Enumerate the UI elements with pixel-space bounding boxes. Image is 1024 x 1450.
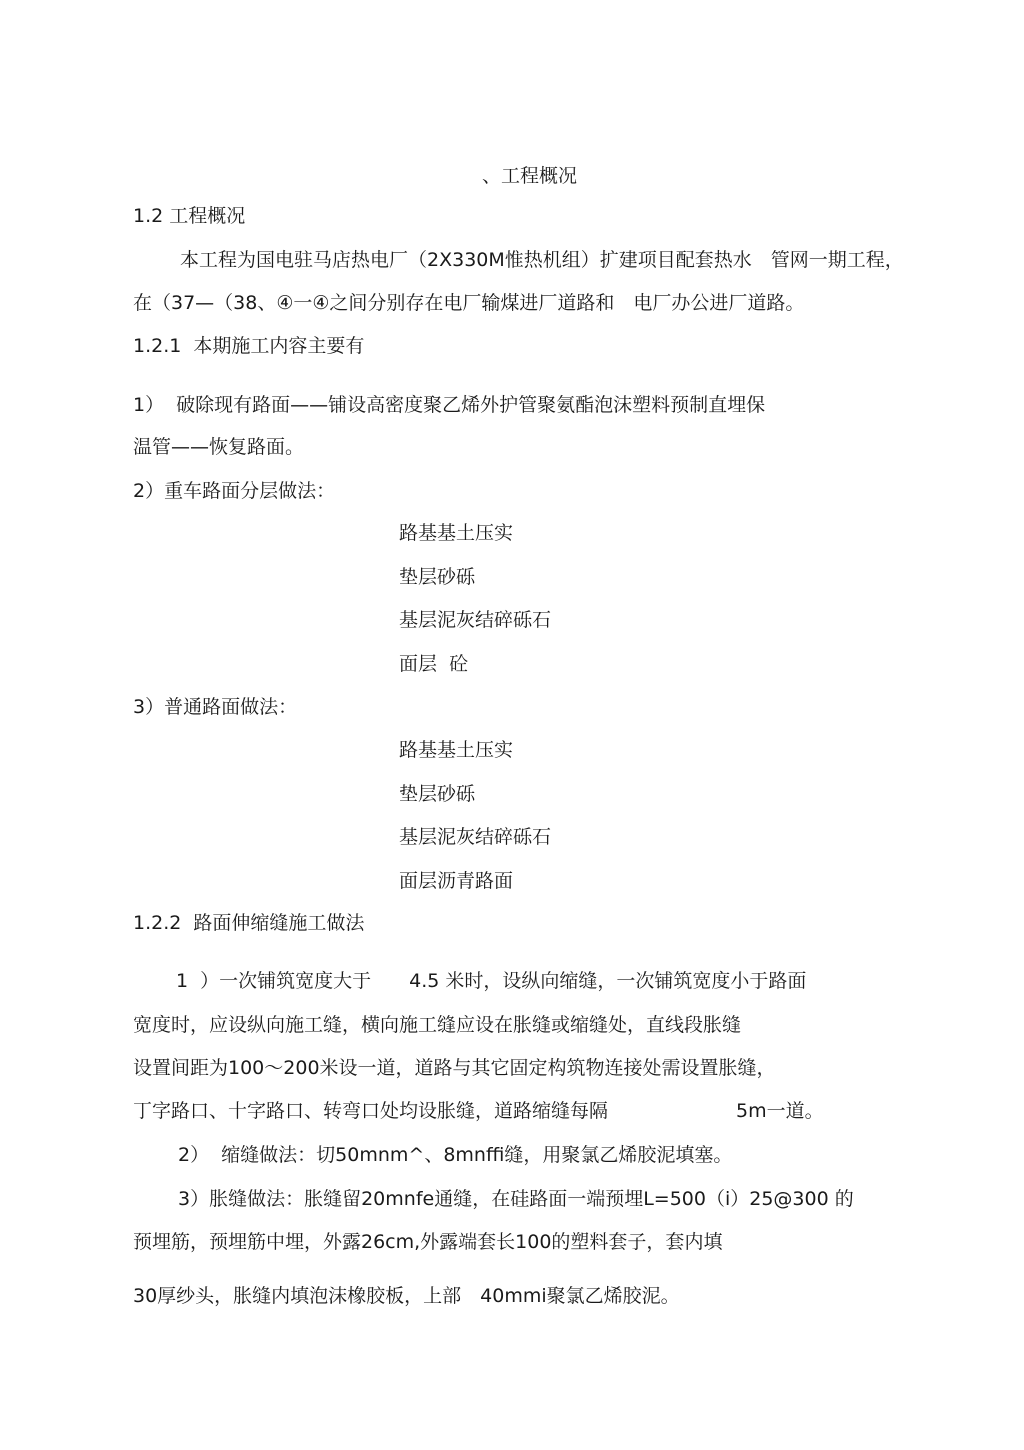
joint-1-line-1: 1 ）一次铺筑宽度大于 4.5 米时，设纵向缩缝，一次铺筑宽度小于路面 — [176, 970, 807, 992]
normal-layer-1: 路基基土压实 — [399, 739, 514, 761]
item-1-line-1: 1） 破除现有路面——铺设高密度聚乙烯外护管聚氨酯泡沫塑料预制直埋保 — [133, 394, 766, 416]
intro-line-1: 本工程为国电驻马店热电厂（2X330M惟热机组）扩建项目配套热水 管网一期工程， — [180, 249, 904, 271]
section-title: 、工程概况 — [482, 165, 578, 187]
item-3-title: 3）普通路面做法： — [133, 696, 298, 718]
joint-1-line-4b: 5m一道。 — [736, 1100, 824, 1122]
heavy-layer-4: 面层 砼 — [399, 653, 469, 675]
heavy-layer-1: 路基基土压实 — [399, 522, 514, 544]
normal-layer-2: 垫层砂砾 — [399, 783, 476, 805]
joint-3-line-1: 3）胀缝做法：胀缝留20mnfe通缝，在硅路面一端预埋L=500（i）25@300 的 — [178, 1188, 854, 1210]
item-2-title: 2）重车路面分层做法： — [133, 480, 336, 502]
heavy-layer-2: 垫层砂砾 — [399, 566, 476, 588]
intro-line-2: 在（37—（38、④一④之间分别存在电厂输煤进厂道路和 电厂办公进厂道路。 — [133, 292, 805, 314]
heavy-layer-3: 基层泥灰结碎砾石 — [399, 609, 552, 631]
normal-layer-3: 基层泥灰结碎砾石 — [399, 826, 552, 848]
heading-1-2-1: 1.2.1 本期施工内容主要有 — [133, 335, 365, 357]
joint-1-line-4a: 丁字路口、十字路口、转弯口处均设胀缝，道路缩缝每隔 — [133, 1100, 609, 1122]
joint-3-line-3: 30厚纱头，胀缝内填泡沫橡胶板，上部 40mmi聚氯乙烯胶泥。 — [133, 1285, 680, 1307]
normal-layer-4: 面层沥青路面 — [399, 870, 514, 892]
heading-1-2: 1.2 工程概况 — [133, 205, 246, 227]
heading-1-2-2: 1.2.2 路面伸缩缝施工做法 — [133, 912, 365, 934]
joint-1-line-2: 宽度时，应设纵向施工缝，横向施工缝应设在胀缝或缩缝处，直线段胀缝 — [133, 1014, 742, 1036]
item-1-line-2: 温管——恢复路面。 — [133, 436, 305, 458]
joint-3-line-2: 预埋筋，预埋筋中埋，外露26cm,外露端套长100的塑料套子，套内填 — [133, 1231, 723, 1253]
joint-2: 2） 缩缝做法：切50mnm^、8mnffi缝，用聚氯乙烯胶泥填塞。 — [178, 1144, 733, 1166]
joint-1-line-3: 设置间距为100〜200米设一道，道路与其它固定构筑物连接处需设置胀缝， — [133, 1057, 776, 1079]
